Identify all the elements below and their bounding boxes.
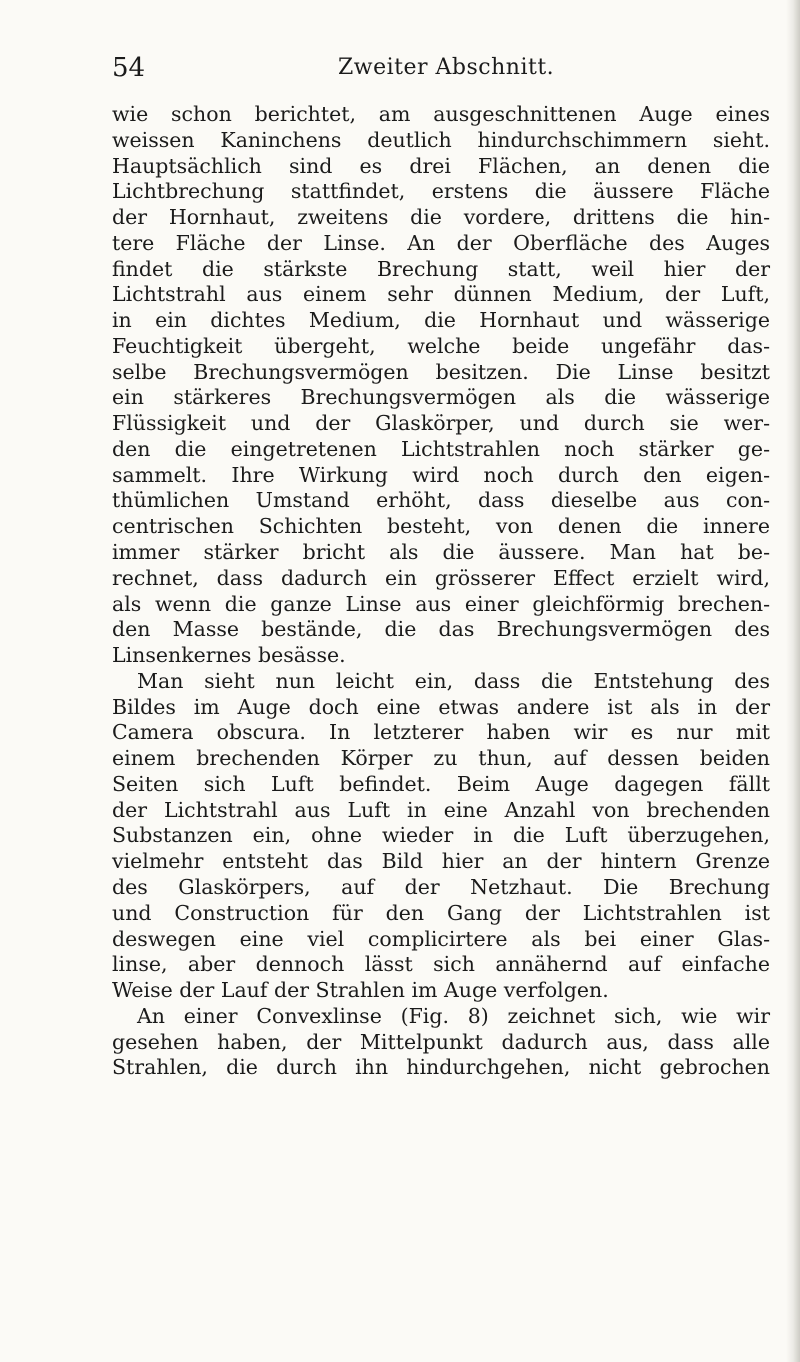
text-line: und Construction für den Gang der Lichtstrahlen ist xyxy=(112,900,770,925)
text-line: weissen Kaninchens deutlich hindurchschimmern sieht. xyxy=(112,127,770,152)
text-line: Bildes im Auge doch eine etwas andere ist als in der xyxy=(112,694,770,719)
text-line: wie schon berichtet, am ausgeschnittenen Auge eines xyxy=(112,102,770,126)
text-line: den Masse bestände, die das Brechungsvermögen des xyxy=(112,617,770,642)
text-line: linse, aber dennoch lässt sich annähernd auf einfache xyxy=(112,952,770,977)
paragraph-first-line: An einer Convexlinse (Fig. 8) zeichnet sich, wie wir xyxy=(137,1003,770,1028)
text-line: in ein dichtes Medium, die Hornhaut und wässerige xyxy=(112,308,770,333)
text-line: Camera obscura. In letzterer haben wir es nur mit xyxy=(112,720,770,745)
page-number: 54 xyxy=(112,53,146,83)
text-line: Strahlen, die durch ihn hindurchgehen, nicht gebrochen xyxy=(112,1055,770,1080)
text-line: gesehen haben, der Mittelpunkt dadurch aus, dass alle xyxy=(112,1029,770,1054)
page-edge-shadow xyxy=(786,0,800,1362)
text-line: ein stärkeres Brechungsvermögen als die wässerige xyxy=(112,385,770,410)
text-line: tere Fläche der Linse. An der Oberfläche des Auges xyxy=(112,230,770,255)
text-line: sammelt. Ihre Wirkung wird noch durch den eigen- xyxy=(112,462,770,487)
text-line: Lichtstrahl aus einem sehr dünnen Medium, der Luft, xyxy=(112,282,770,307)
text-line: Hauptsächlich sind es drei Flächen, an denen die xyxy=(112,153,770,178)
text-line: als wenn die ganze Linse aus einer gleichförmig brechen- xyxy=(112,591,770,616)
text-line: einem brechenden Körper zu thun, auf dessen beiden xyxy=(112,746,770,771)
text-line: der Hornhaut, zweitens die vordere, drittens die hin- xyxy=(112,205,770,230)
text-line: Feuchtigkeit übergeht, welche beide ungefähr das- xyxy=(112,333,770,358)
text-line: selbe Brechungsvermögen besitzen. Die Linse besitzt xyxy=(112,359,770,384)
text-line: Lichtbrechung stattfindet, erstens die äussere Fläche xyxy=(112,179,770,204)
text-line: vielmehr entsteht das Bild hier an der hintern Grenze xyxy=(112,849,770,874)
paragraph-last-line: Weise der Lauf der Strahlen im Auge verfolgen. xyxy=(112,978,609,1003)
page-header xyxy=(112,50,772,90)
text-line: des Glaskörpers, auf der Netzhaut. Die Brechung xyxy=(112,874,770,899)
text-line: Substanzen ein, ohne wieder in die Luft überzugehen, xyxy=(112,823,770,848)
text-line: centrischen Schichten besteht, von denen die innere xyxy=(112,514,770,539)
text-line: deswegen eine viel complicirtere als bei einer Glas- xyxy=(112,926,770,951)
text-line: rechnet, dass dadurch ein grösserer Effect erzielt wird, xyxy=(112,565,770,590)
running-head: Zweiter Abschnitt. xyxy=(338,55,555,80)
paragraph-last-line: Linsenkernes besässe. xyxy=(112,643,346,668)
paragraph-first-line: Man sieht nun leicht ein, dass die Entstehung des xyxy=(137,668,770,693)
text-line: Seiten sich Luft befindet. Beim Auge dagegen fällt xyxy=(112,771,770,796)
text-line: immer stärker bricht als die äussere. Man hat be- xyxy=(112,540,770,565)
body-text xyxy=(112,102,770,1081)
text-line: der Lichtstrahl aus Luft in eine Anzahl von brechenden xyxy=(112,797,770,822)
text-line: Flüssigkeit und der Glaskörper, und durch sie wer- xyxy=(112,411,770,436)
text-line: den die eingetretenen Lichtstrahlen noch stärker ge- xyxy=(112,436,770,461)
text-line: findet die stärkste Brechung statt, weil hier der xyxy=(112,256,770,281)
text-line: thümlichen Umstand erhöht, dass dieselbe aus con- xyxy=(112,488,770,513)
